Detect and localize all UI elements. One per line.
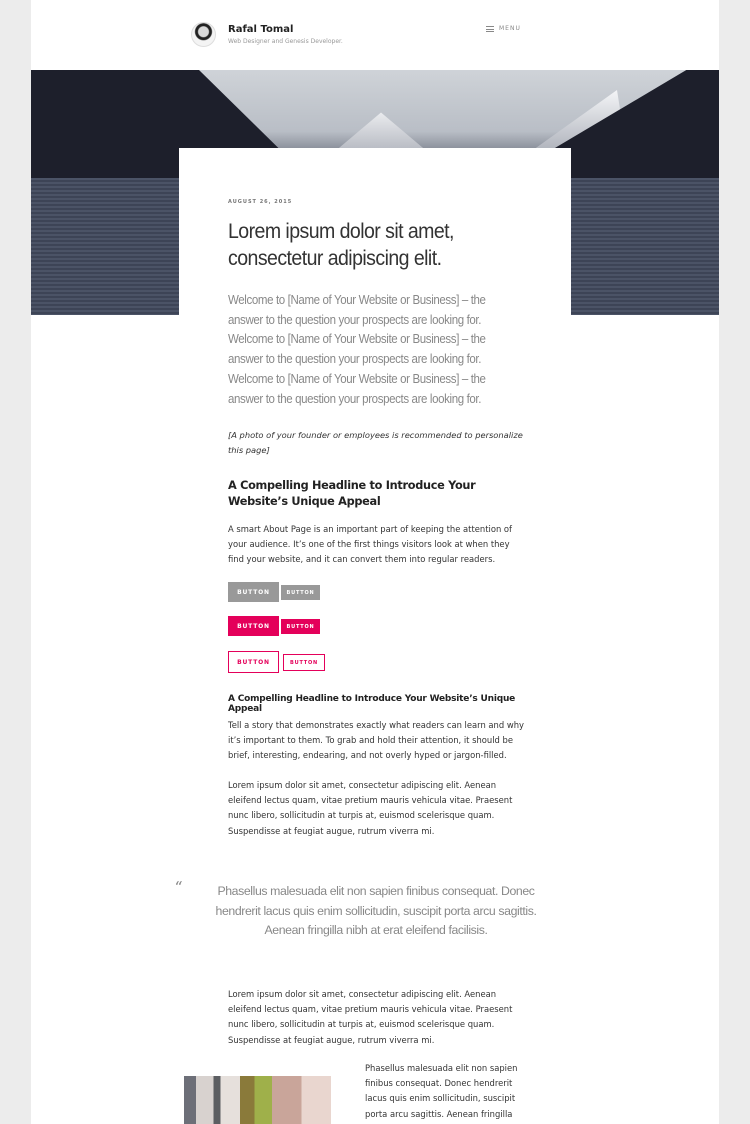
quote-mark-icon: “ — [174, 878, 182, 896]
post-intro: Welcome to [Name of Your Website or Business] – the answer to the question your prospects are looking for. Welcome to [Name of Your Website or Business] – the answer to the question your prospects are looking for. Welcome to [Name of Your Website or Business] – the answer to the question your prospects are looking for. — [228, 293, 486, 406]
gray-button-large[interactable]: BUTTON — [228, 582, 279, 602]
city-image — [184, 1076, 331, 1124]
menu-label: MENU — [499, 25, 521, 32]
blockquote: Phasellus malesuada elit non sapien finibus consequat. Donec hendrerit lacus quis enim sollicitudin, suscipit porta arcu sagittis. Aenean fringilla nibh at erat eleifend facilisis. — [215, 884, 537, 937]
site-description: Web Designer and Genesis Developer. — [228, 38, 343, 45]
side-paragraph: Phasellus malesuada elit non sapien finibus consequat. Donec hendrerit lacus quis enim sollicitudin, suscipit porta arcu sagittis. Aenean fringilla — [365, 1063, 518, 1119]
gray-button-small[interactable]: BUTTON — [281, 585, 320, 600]
paragraph-1: A smart About Page is an important part of keeping the attention of your audience. It’s one of the first things visitors look at when they find your website, and it can convert them into regular readers. — [228, 524, 512, 565]
paragraph-3: Lorem ipsum dolor sit amet, consectetur adipiscing elit. Aenean eleifend lectus quam, vitae pretium mauris vehicula vitae. Praesent nunc libero, sollicitudin at turpis at, euismod scelerisque quam. Suspendisse at feugiat augue, rutrum viverra mi. — [228, 780, 513, 836]
site-container — [31, 0, 719, 1124]
pink-button-small[interactable]: BUTTON — [281, 619, 320, 634]
site-title[interactable]: Rafal Tomal — [228, 24, 294, 35]
post-card — [174, 148, 571, 1124]
outline-button-small[interactable]: BUTTON — [283, 654, 325, 671]
post-date: AUGUST 26, 2015 — [228, 199, 293, 205]
headline-2: A Compelling Headline to Introduce Your Website’s Unique Appeal — [228, 694, 516, 714]
paragraph-2: Tell a story that demonstrates exactly what readers can learn and why it’s important to them. To grab and hold their attention, it should be brief, interesting, endearing, and not overly hyped or jargon-filled. — [228, 720, 524, 761]
site-header — [31, 0, 719, 70]
post-title: Lorem ipsum dolor sit amet, consectetur adipiscing elit. — [228, 220, 454, 270]
hamburger-icon — [486, 26, 494, 32]
photo-note: [A photo of your founder or employees is recommended to personalize this page] — [228, 430, 523, 455]
avatar[interactable] — [191, 22, 216, 47]
menu-button[interactable] — [486, 25, 521, 32]
outline-button-large[interactable]: BUTTON — [228, 651, 279, 673]
headline-1: A Compelling Headline to Introduce Your Website’s Unique Appeal — [228, 479, 476, 508]
pink-button-large[interactable]: BUTTON — [228, 616, 279, 636]
paragraph-4: Lorem ipsum dolor sit amet, consectetur adipiscing elit. Aenean eleifend lectus quam, vitae pretium mauris vehicula vitae. Praesent nunc libero, sollicitudin at turpis at, euismod scelerisque quam. Suspendisse at feugiat augue, rutrum viverra mi. — [228, 989, 513, 1045]
